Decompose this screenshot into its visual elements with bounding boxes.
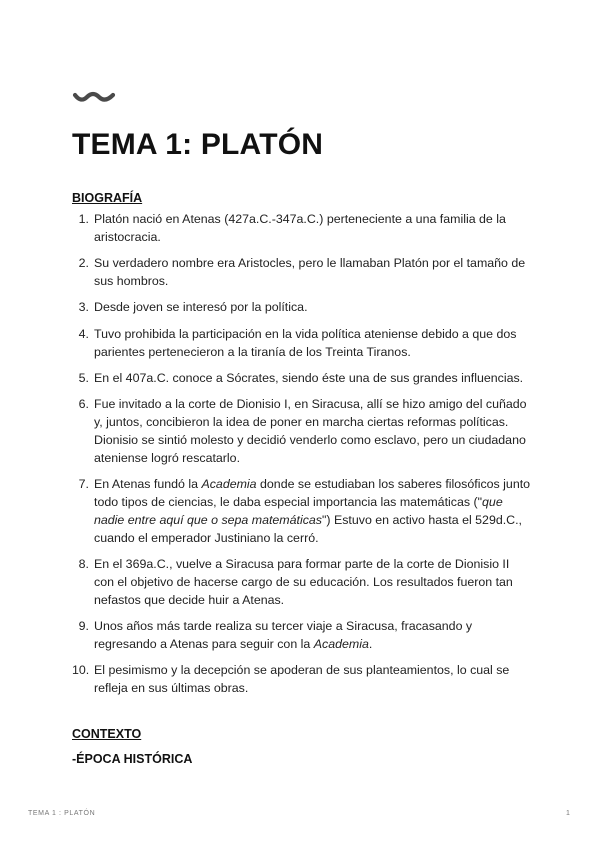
footer-page-number: 1	[566, 810, 570, 817]
wave-logo-icon	[72, 90, 116, 106]
list-item-text: Su verdadero nombre era Aristocles, pero le llamaban Platón por el tamaño de sus hombros.	[94, 256, 526, 288]
italic-text: Academia	[201, 477, 257, 492]
list-item-number: 1.	[78, 212, 89, 226]
list-item-text: Platón nació en Atenas (427a.C.-347a.C.) perteneciente a una familia de la aristocracia.	[94, 212, 506, 244]
list-item	[72, 211, 532, 247]
list-item	[72, 556, 532, 609]
list-item-number: 10.	[72, 663, 90, 678]
list-item-text: En el 407a.C. conoce a Sócrates, siendo éste una de sus grandes influencias.	[94, 370, 524, 385]
list-item-text: Unos años más tarde realiza su tercer viaje a Siracusa, fracasando y regresando a Atenas para seguir con la	[94, 618, 473, 651]
list-item	[72, 326, 532, 362]
list-item-number: 3.	[78, 300, 89, 315]
list-item-number: 6.	[78, 397, 89, 412]
list-item-text: Fue invitado a la corte de Dionisio I, en Siracusa, allí se hizo amigo del cuñado y, juntos, concibieron la idea de poner en marcha ciertas reformas políticas. Dionisio se sintió molesto y decidió venderlo como esclavo, pero un ciudadano ateniense logró rescatarlo.	[94, 397, 527, 465]
list-item-number: 8.	[78, 556, 89, 571]
list-item	[72, 476, 532, 547]
list-item-text: Desde joven se interesó por la política.	[94, 300, 308, 315]
list-item-text: ") Estuvo en activo hasta el 529d.C., cuando el emperador Justiniano la cerró.	[94, 512, 523, 545]
list-item	[72, 396, 532, 467]
section-heading-contexto: CONTEXTO	[72, 727, 142, 741]
document-title: TEMA 1: PLATÓN	[72, 128, 324, 161]
list-item-number: 9.	[78, 618, 89, 633]
list-item-text: El pesimismo y la decepción se apoderan de sus planteamientos, lo cual se refleja en sus últimas obras.	[94, 663, 510, 695]
list-item-text: En Atenas fundó la	[94, 477, 202, 492]
list-item-number: 7.	[78, 477, 89, 492]
list-item-text: Tuvo prohibida la participación en la vida política ateniense debido a que dos parientes pertenecieron a la tiranía de los Treinta Tiranos.	[94, 326, 517, 359]
list-item	[72, 662, 532, 698]
footer-running-title: TEMA 1 : PLATÓN	[28, 810, 96, 817]
section-heading-biografia: BIOGRAFÍA	[72, 191, 143, 205]
list-item-number: 5.	[78, 370, 89, 385]
list-item-text: donde se estudiaban los saberes filosóficos junto todo tipos de ciencias, le daba especial importancia las matemáticas ("	[94, 477, 531, 509]
italic-text: Academia	[313, 636, 369, 651]
list-item	[72, 618, 532, 654]
list-item-number: 2.	[78, 256, 89, 271]
list-item-text: .	[368, 636, 373, 651]
list-item-number: 4.	[78, 326, 89, 341]
list-item	[72, 370, 532, 388]
italic-text: que nadie entre aquí que o sepa matemáticas	[94, 494, 503, 527]
biography-list	[72, 211, 532, 706]
list-item	[72, 299, 532, 317]
list-item	[72, 255, 532, 291]
subheading-epoca-historica: -ÉPOCA HISTÓRICA	[72, 752, 193, 766]
list-item-text: En el 369a.C., vuelve a Siracusa para formar parte de la corte de Dionisio II con el objetivo de hacerse cargo de su educación. Los resultados fueron tan nefastos que decide huir a Atenas.	[94, 556, 513, 607]
